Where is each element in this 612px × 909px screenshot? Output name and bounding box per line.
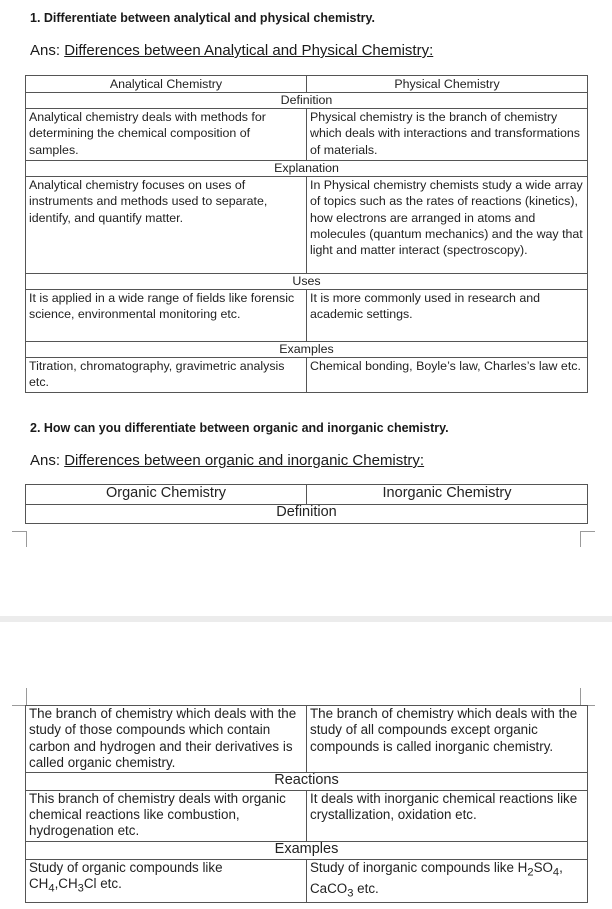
answer-1-title: Differences between Analytical and Physical Chemistry: [64,42,434,59]
physical-examples: Chemical bonding, Boyle’s law, Charles’s law etc. [307,358,588,393]
organic-definition: The branch of chemistry which deals with the study of those compounds which contain carbon and hydrogen and their derivatives is called organic chemistry. [26,706,307,773]
answer-2-heading [30,452,424,469]
analytical-definition: Analytical chemistry deals with methods for determining the chemical composition of samples. [26,109,307,161]
header-physical: Physical Chemistry [307,76,588,93]
answer-1-heading [30,42,433,59]
section-examples-2: Examples [26,841,588,859]
crop-mark-left-bottom [12,688,27,706]
header-analytical: Analytical Chemistry [26,76,307,93]
header-inorganic: Inorganic Chemistry [307,485,588,505]
inorganic-examples: Study of inorganic compounds like $H_2SO_4$, CaCO$_3$ etc. [307,859,588,902]
analytical-physical-table [25,75,588,393]
crop-mark-right-bottom [580,688,595,706]
organic-inorganic-table-page2 [25,705,588,903]
header-organic: Organic Chemistry [26,485,307,505]
question-1: 1. Differentiate between analytical and physical chemistry. [30,11,376,25]
section-definition-2: Definition [26,505,588,524]
crop-mark-left-top [12,531,27,547]
question-2: 2. How can you differentiate between organic and inorganic chemistry. [30,421,449,435]
inorganic-definition: The branch of chemistry which deals with the study of all compounds except organic compounds is called inorganic chemistry. [307,706,588,773]
physical-uses: It is more commonly used in research and academic settings. [307,290,588,342]
answer-2-title: Differences between organic and inorganic Chemistry: [64,452,425,469]
organic-examples: Study of organic compounds like $CH_4,CH_3Cl$ etc. [26,859,307,902]
answer-2-prefix: Ans: [30,452,61,469]
section-reactions: Reactions [26,772,588,790]
organic-inorganic-table-page1 [25,484,588,524]
answer-1-prefix: Ans: [30,42,61,59]
physical-explanation: In Physical chemistry chemists study a wide array of topics such as the rates of reactions (kinetics), how electrons are arranged in atoms and molecules (quantum mechanics) and the way that light and matter interact (spectroscopy). [307,177,588,274]
inorganic-reactions: It deals with inorganic chemical reactions like crystallization, oxidation etc. [307,790,588,841]
organic-reactions: This branch of chemistry deals with organic chemical reactions like combustion, hydrogenation etc. [26,790,307,841]
section-explanation: Explanation [26,161,588,177]
analytical-uses: It is applied in a wide range of fields like forensic science, environmental monitoring etc. [26,290,307,342]
crop-mark-right-top [580,531,595,547]
section-uses: Uses [26,274,588,290]
physical-definition: Physical chemistry is the branch of chemistry which deals with interactions and transformations of materials. [307,109,588,161]
analytical-explanation: Analytical chemistry focuses on uses of instruments and methods used to separate, identify, and quantify matter. [26,177,307,274]
section-definition: Definition [26,93,588,109]
analytical-examples: Titration, chromatography, gravimetric analysis etc. [26,358,307,393]
section-examples: Examples [26,342,588,358]
